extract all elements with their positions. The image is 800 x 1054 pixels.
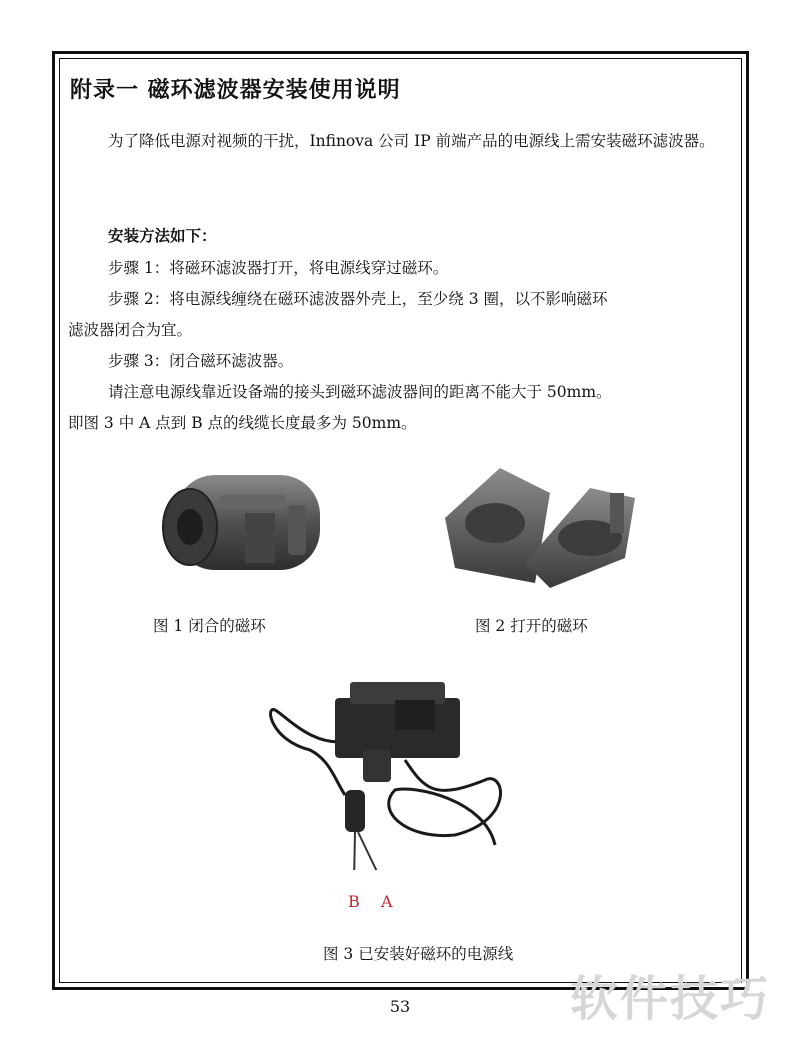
step-2-line-1: 步骤 2：将电源线缠绕在磁环滤波器外壳上，至少绕 3 圈，以不影响磁环 [108,290,608,308]
point-a-label: A [381,892,393,911]
intro-paragraph: 为了降低电源对视频的干扰，Infinova 公司 IP 前端产品的电源线上需安装磁环滤波器。 [108,132,715,150]
open-ferrite-image [440,458,640,593]
note-line-1: 请注意电源线靠近设备端的接头到磁环滤波器间的距离不能大于 50mm。 [108,383,612,401]
page-number: 53 [389,997,411,1016]
step-3: 步骤 3：闭合磁环滤波器。 [108,352,294,370]
watermark-text: 软件技巧 [570,971,771,1027]
page-title: 附录一 磁环滤波器安装使用说明 [70,78,401,103]
figure-2-caption: 图 2 打开的磁环 [475,617,588,635]
point-b-label: B [348,892,360,911]
closed-ferrite-image [150,465,330,595]
step-2-line-2: 滤波器闭合为宜。 [68,321,193,339]
power-cord-with-ferrite-image [255,670,545,870]
note-line-2: 即图 3 中 A 点到 B 点的线缆长度最多为 50mm。 [68,414,417,432]
figure-3-caption: 图 3 已安装好磁环的电源线 [323,945,514,963]
figure-1-caption: 图 1 闭合的磁环 [153,617,266,635]
step-1: 步骤 1：将磁环滤波器打开，将电源线穿过磁环。 [108,259,449,277]
method-heading: 安装方法如下： [108,226,217,245]
